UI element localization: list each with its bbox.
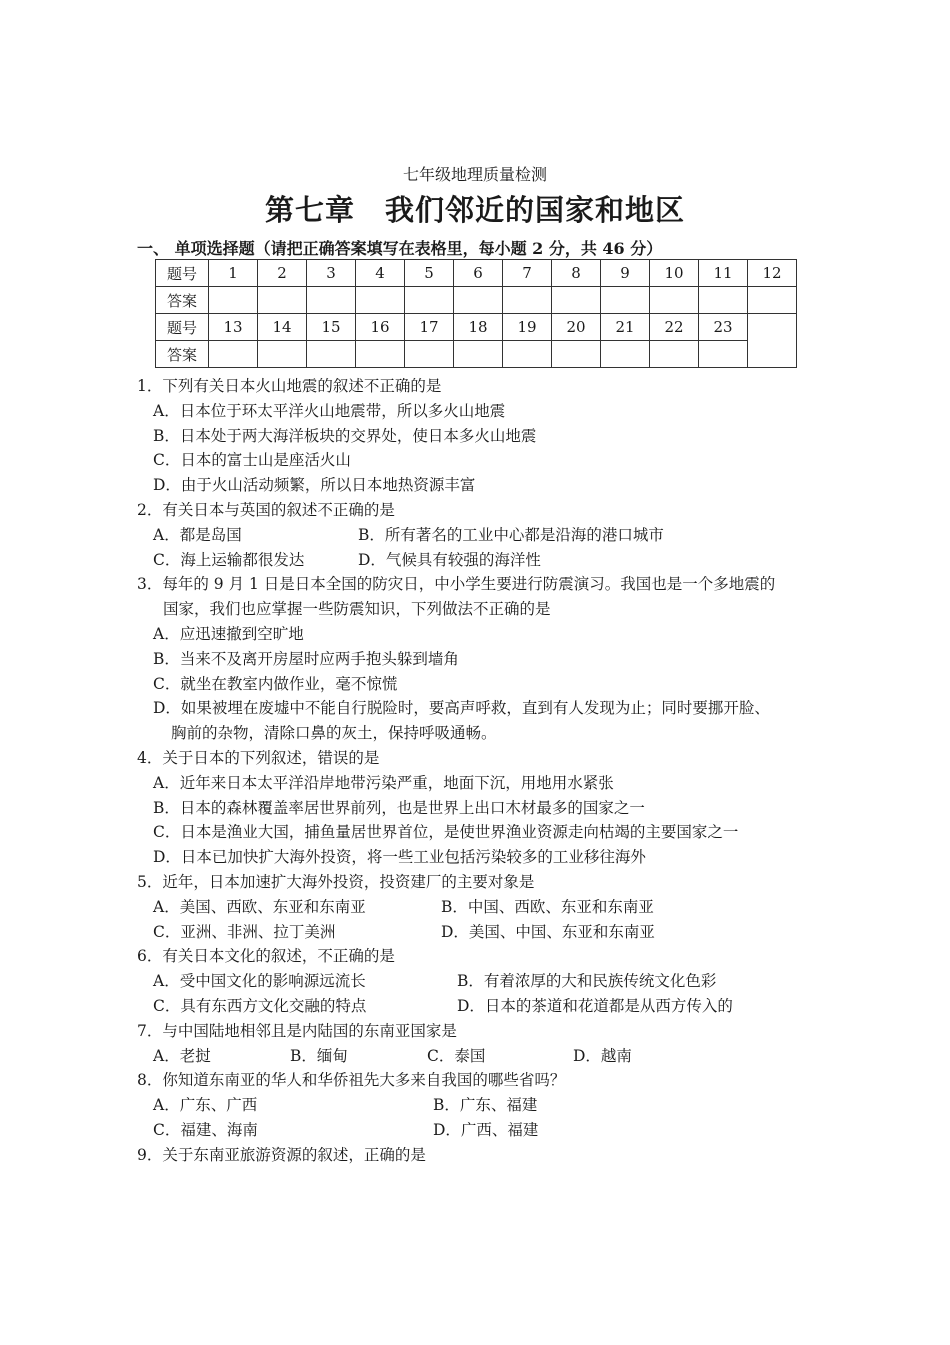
answer-cell[interactable]	[552, 341, 601, 368]
answer-cell[interactable]	[209, 341, 258, 368]
answer-cell[interactable]	[356, 341, 405, 368]
question-number: 17	[405, 314, 454, 341]
option: B．日本的森林覆盖率居世界前列，也是世界上出口木材最多的国家之一	[153, 798, 645, 817]
option: C．泰国	[427, 1046, 486, 1065]
option: C．亚洲、非洲、拉丁美洲	[153, 922, 336, 941]
option: B．缅甸	[290, 1046, 348, 1065]
option: D．日本已加快扩大海外投资，将一些工业包括污染较多的工业移往海外	[153, 848, 646, 867]
table-row	[156, 314, 797, 341]
question-number: 8	[552, 260, 601, 287]
answer-cell[interactable]	[307, 287, 356, 314]
option: A．应迅速撤到空旷地	[153, 624, 304, 643]
option: B．日本处于两大海洋板块的交界处，使日本多火山地震	[153, 426, 537, 445]
option-row	[137, 920, 827, 945]
question-number: 2	[258, 260, 307, 287]
row-label: 题号	[156, 260, 209, 287]
question-stem: 7．与中国陆地相邻且是内陆国的东南亚国家是	[137, 1021, 457, 1040]
option: A．老挝	[153, 1046, 211, 1065]
question-number: 15	[307, 314, 356, 341]
option-row	[137, 523, 827, 548]
question-stem: 5．近年，日本加速扩大海外投资，投资建厂的主要对象是	[137, 872, 535, 891]
option: B．有着浓厚的大和民族传统文化色彩	[457, 972, 717, 991]
answer-cell[interactable]	[552, 287, 601, 314]
answer-cell[interactable]	[650, 287, 699, 314]
answer-cell[interactable]	[699, 341, 748, 368]
answer-cell[interactable]	[454, 341, 503, 368]
option-row	[137, 1044, 827, 1069]
question-number: 6	[454, 260, 503, 287]
exam-subtitle: 七年级地理质量检测	[402, 165, 547, 184]
option: D．气候具有较强的海洋性	[358, 550, 541, 569]
option: C．具有东西方文化交融的特点	[153, 996, 367, 1015]
question-stem: 9．关于东南亚旅游资源的叙述，正确的是	[137, 1145, 426, 1164]
question-number: 11	[699, 260, 748, 287]
empty-cell	[748, 314, 797, 368]
option: D．越南	[573, 1046, 632, 1065]
table-row	[156, 260, 797, 287]
question-stem: 1．下列有关日本火山地震的叙述不正确的是	[137, 377, 442, 395]
answer-cell[interactable]	[503, 341, 552, 368]
option: C．海上运输都很发达	[153, 550, 305, 569]
option: C．就坐在教室内做作业，毫不惊慌	[153, 674, 398, 693]
question-number: 19	[503, 314, 552, 341]
question-number: 1	[209, 260, 258, 287]
option: A．近年来日本太平洋沿岸地带污染严重，地面下沉，用地用水紧张	[153, 773, 614, 792]
question-number: 23	[699, 314, 748, 341]
table-row	[156, 341, 797, 368]
question-stem: 6．有关日本文化的叙述，不正确的是	[137, 947, 395, 966]
option: B．所有著名的工业中心都是沿海的港口城市	[358, 525, 664, 544]
option-row	[137, 994, 827, 1019]
question-stem: 2．有关日本与英国的叙述不正确的是	[137, 500, 395, 519]
answer-cell[interactable]	[209, 287, 258, 314]
question-stem: 3．每年的 9 月 1 日是日本全国的防灾日，中小学生要进行防震演习。我国也是一个多地震的	[137, 575, 776, 594]
question-stem-continued: 国家，我们也应掌握一些防震知识，下列做法不正确的是	[163, 600, 551, 619]
question-number: 13	[209, 314, 258, 341]
option-row	[137, 895, 827, 920]
option: A．广东、广西	[153, 1096, 258, 1115]
answer-cell[interactable]	[258, 287, 307, 314]
row-label: 答案	[156, 341, 209, 368]
chapter-title: 第七章 我们邻近的国家和地区	[264, 193, 685, 227]
answer-table	[155, 259, 797, 368]
answer-cell[interactable]	[503, 287, 552, 314]
question-number: 16	[356, 314, 405, 341]
option: C．日本是渔业大国，捕鱼量居世界首位，是使世界渔业资源走向枯竭的主要国家之一	[153, 823, 739, 842]
question-number: 12	[748, 260, 797, 287]
option: D．如果被埋在废墟中不能自行脱险时，要高声呼救，直到有人发现为止；同时要挪开脸、	[153, 699, 770, 718]
option: D．美国、中国、东亚和东南亚	[441, 922, 655, 941]
option: D．日本的茶道和花道都是从西方传入的	[457, 996, 733, 1015]
option: B．中国、西欧、东亚和东南亚	[441, 897, 654, 916]
option: A．日本位于环太平洋火山地震带，所以多火山地震	[153, 401, 506, 420]
answer-cell[interactable]	[601, 341, 650, 368]
answer-cell[interactable]	[356, 287, 405, 314]
answer-cell[interactable]	[650, 341, 699, 368]
question-number: 10	[650, 260, 699, 287]
question-number: 9	[601, 260, 650, 287]
question-stem: 4．关于日本的下列叙述，错误的是	[137, 748, 380, 767]
option: A．都是岛国	[153, 525, 242, 544]
question-number: 3	[307, 260, 356, 287]
option-continued: 胸前的杂物，清除口鼻的灰土，保持呼吸通畅。	[171, 724, 497, 743]
option: D．广西、福建	[433, 1120, 539, 1139]
section-heading: 一、 单项选择题（请把正确答案填写在表格里，每小题 2 分，共 46 分）	[137, 239, 663, 258]
table-row	[156, 287, 797, 314]
option-row	[137, 1118, 827, 1143]
row-label: 题号	[156, 314, 209, 341]
question-number: 4	[356, 260, 405, 287]
answer-cell[interactable]	[699, 287, 748, 314]
option-row	[137, 969, 827, 994]
answer-cell[interactable]	[748, 287, 797, 314]
answer-cell[interactable]	[405, 287, 454, 314]
answer-cell[interactable]	[601, 287, 650, 314]
row-label: 答案	[156, 287, 209, 314]
answer-cell[interactable]	[307, 341, 356, 368]
question-number: 7	[503, 260, 552, 287]
option-row	[137, 1093, 827, 1118]
option: B．广东、福建	[433, 1096, 538, 1115]
option-row	[137, 548, 827, 573]
question-number: 21	[601, 314, 650, 341]
option: C．福建、海南	[153, 1120, 258, 1139]
option: A．美国、西欧、东亚和东南亚	[153, 897, 366, 916]
question-list	[137, 374, 827, 1168]
question-number: 14	[258, 314, 307, 341]
question-number: 5	[405, 260, 454, 287]
option: B．当来不及离开房屋时应两手抱头躲到墙角	[153, 649, 459, 668]
question-number: 18	[454, 314, 503, 341]
answer-cell[interactable]	[258, 341, 307, 368]
option: D．由于火山活动频繁，所以日本地热资源丰富	[153, 476, 476, 495]
question-number: 22	[650, 314, 699, 341]
answer-cell[interactable]	[405, 341, 454, 368]
option: A．受中国文化的影响源远流长	[153, 972, 366, 991]
question-number: 20	[552, 314, 601, 341]
question-stem: 8．你知道东南亚的华人和华侨祖先大多来自我国的哪些省吗？	[137, 1071, 566, 1090]
answer-cell[interactable]	[454, 287, 503, 314]
option: C．日本的富士山是座活火山	[153, 451, 351, 470]
